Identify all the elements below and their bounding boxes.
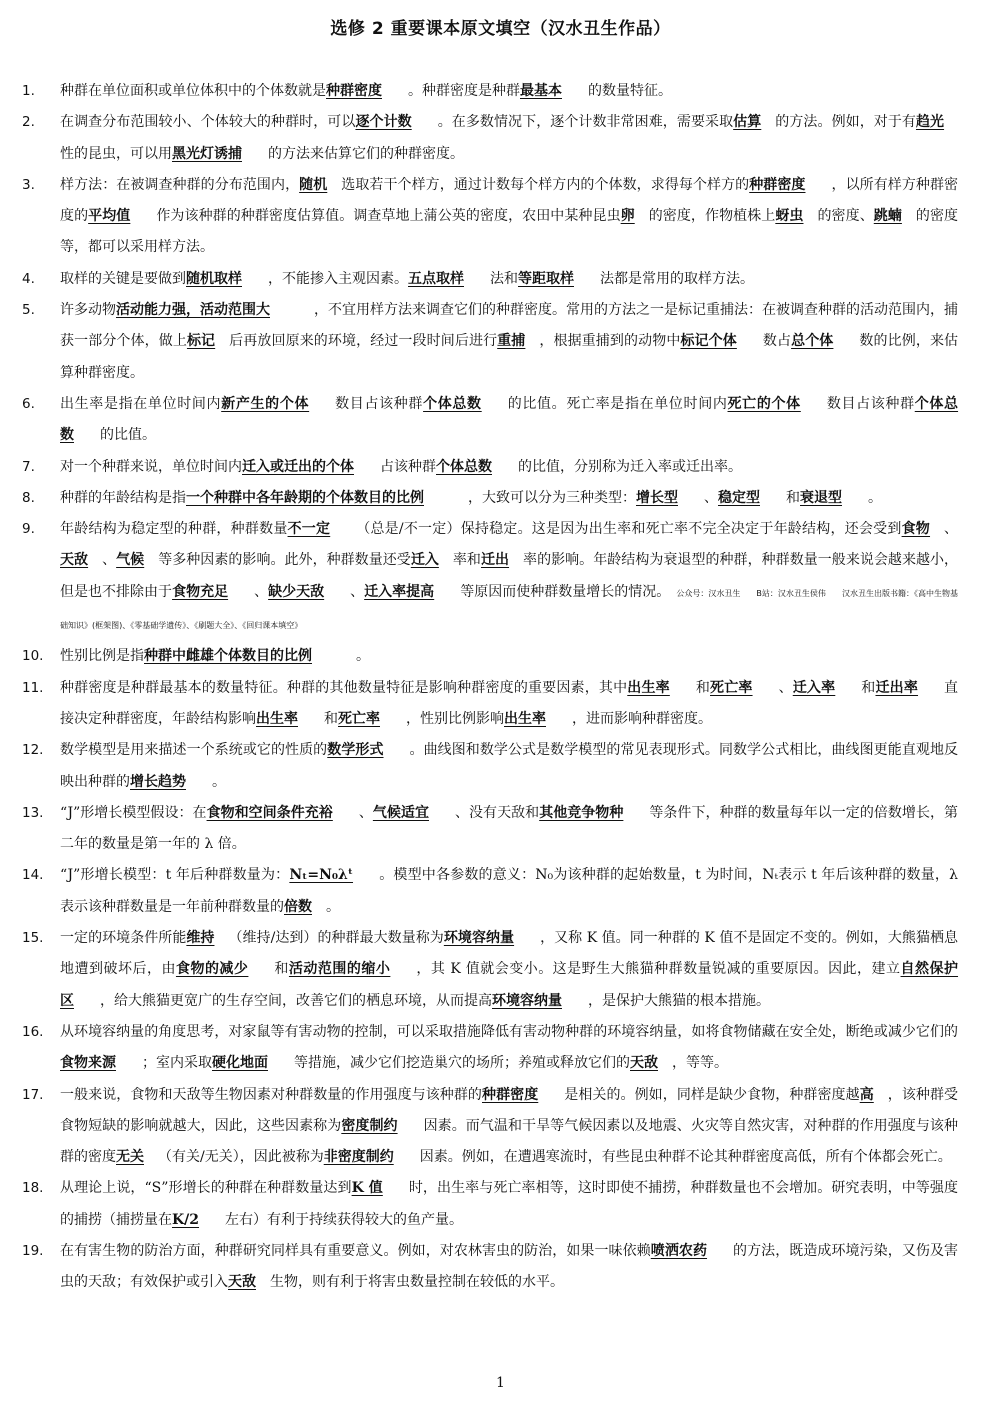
question-text: （维持/达到）的种群最大数量称为 (228, 930, 444, 947)
answer-blank: 活动范围的缩小 (288, 961, 391, 978)
question-text: 数学模型是用来描述一个系统或它的性质的 (60, 742, 328, 759)
question-list (22, 76, 958, 1299)
question-text: ，性别比例影响 (406, 710, 504, 727)
question-text: 。 (868, 489, 882, 506)
answer-blank: 食物 (901, 521, 931, 538)
answer-blank: K 值 (351, 1180, 383, 1197)
answer-blank: 标记 (186, 333, 216, 350)
question-text: 。曲线图和数学公式是数学模型的常见表现形式。同数学公式相比，曲线图更能直观地反映出种群的 (60, 742, 959, 790)
question-text: 的密度，作物植株上 (648, 208, 776, 225)
question-text: 取样的关键是要做到 (60, 270, 186, 287)
answer-blank: 天敌 (228, 1274, 256, 1291)
question-item (22, 295, 958, 389)
answer-blank: 重捕 (497, 333, 526, 350)
answer-blank: 跳蝻 (873, 208, 902, 225)
question-text: 在有害生物的防治方面，种群研究同样具有重要意义。例如，对农林害虫的防治，如果一味依赖 (60, 1242, 651, 1259)
question-text: 的比值，分别称为迁入率或迁出率。 (518, 458, 742, 475)
question-text: （有关/无关），因此被称为 (158, 1149, 324, 1166)
question-text: 法和 (490, 270, 518, 287)
answer-blank: 死亡的个体 (727, 395, 801, 412)
answer-blank: 自然保护区 (60, 961, 959, 1009)
question-item (22, 389, 958, 452)
question-text: 时，出生率与死亡率相等，这时即使不捕捞，种群数量也不会增加。研究表明，中等强度的捕捞（捕捞量在 (60, 1180, 959, 1228)
answer-blank: 环境容纳量 (492, 992, 562, 1009)
author-note: 公众号：汉水丑生 B站：汉水丑生侯伟 汉水丑生出版书籍：《高中生物基础知识》(框架图)、《零基础学遗传》、《刷题大全》、《回归课本填空》 (60, 588, 959, 631)
answer-blank: 平均值 (88, 208, 131, 225)
question-text: 、没有天敌和 (455, 804, 540, 821)
answer-blank: 最基本 (520, 83, 562, 99)
question-number: 7. (22, 458, 35, 475)
answer-blank: 喷洒农药 (650, 1242, 708, 1259)
question-text: 因素。而气温和干旱等气候因素以及地震、火灾等自然灾害，对种群的作用强度与该种群的密度 (60, 1117, 959, 1166)
answer-blank: 气候 (116, 552, 145, 569)
question-number: 15. (22, 930, 44, 947)
answer-blank: 迁出 (480, 552, 510, 569)
answer-blank: 稳定型 (718, 489, 760, 506)
question-text: 和 (786, 489, 800, 506)
question-text: 、 (778, 679, 793, 696)
question-number: 19. (22, 1242, 44, 1259)
question-text: 出生率是指在单位时间内 (60, 395, 222, 412)
answer-blank: K/2 (172, 1211, 200, 1228)
question-text: 种群的年龄结构是指 (60, 489, 186, 506)
answer-blank: 维持 (186, 930, 215, 947)
question-item (22, 798, 958, 861)
question-text: ，又称 K 值。同一种群的 K 值不是固定不变的。例如，大熊猫栖息地遭到破坏后，由 (60, 930, 959, 978)
answer-blank: 天敌 (630, 1055, 658, 1072)
question-text: ，不能掺入主观因素。 (268, 270, 408, 287)
question-text: 法都是常用的取样方法。 (600, 270, 754, 287)
answer-blank: 高 (859, 1086, 874, 1103)
answer-blank: 种群密度 (482, 1086, 539, 1103)
question-text: 。模型中各参数的意义：N₀为该种群的起始数量，t 为时间，Nₜ表示 t 年后该种群的数量，λ 表示该种群数量是一年前种群数量的 (60, 867, 958, 915)
question-text: 因素。例如，在遭遇寒流时，有些昆虫种群不论其种群密度高低，所有个体都会死亡。 (419, 1149, 952, 1166)
question-number: 11. (22, 679, 44, 696)
question-text: 。在多数情况下，逐个计数非常困难，需要采取 (437, 114, 734, 131)
question-number: 17. (22, 1086, 44, 1103)
answer-blank: 硬化地面 (212, 1055, 268, 1072)
question-text: 的密度、 (817, 208, 874, 225)
answer-blank: 食物充足 (172, 583, 229, 600)
answer-blank: 迁入 (410, 552, 439, 569)
question-text: 的比值。 (100, 427, 156, 444)
question-text: 的方法来估算它们的种群密度。 (268, 145, 464, 162)
question-text: ，大致可以分为三种类型： (468, 489, 636, 506)
answer-blank: 标记个体 (680, 333, 737, 350)
question-item (22, 923, 958, 1017)
answer-blank: 非密度制约 (323, 1149, 394, 1166)
question-text: 数目占该种群 (826, 395, 915, 412)
answer-blank: 个体总数 (423, 395, 482, 412)
question-text: 、 (102, 552, 117, 569)
page-title: 选修 2 重要课本原文填空（汉水丑生作品） (330, 19, 671, 39)
question-number: 2. (22, 114, 35, 131)
answer-blank: 趋光 (915, 114, 945, 131)
answer-blank: 黑光灯诱捕 (172, 145, 242, 162)
question-number: 10. (22, 648, 44, 665)
question-text: 数目占该种群 (335, 395, 424, 412)
question-text: 生物，则有利于将害虫数量控制在较低的水平。 (270, 1274, 564, 1291)
question-text: 的方法，既造成环境污染，又伤及害虫的天敌；有效保护或引入 (60, 1242, 959, 1291)
question-text: 、 (358, 804, 373, 821)
answer-blank: 其他竞争物种 (539, 804, 624, 821)
question-item (22, 514, 958, 641)
page-number: 1 (496, 1375, 505, 1391)
question-text: ；室内采取 (142, 1055, 212, 1072)
question-text: 作为该种群的种群密度估算值。调查草地上蒲公英的密度，农田中某种昆虫 (156, 208, 621, 225)
answer-blank: 种群密度 (326, 83, 382, 99)
question-item (22, 483, 958, 514)
question-text: 的数量特征。 (588, 83, 672, 99)
question-item (22, 1080, 958, 1174)
question-text: 、 (944, 521, 959, 538)
question-text: 数占 (762, 333, 792, 350)
question-text: 一定的环境条件所能 (60, 930, 187, 947)
question-number: 5. (22, 302, 35, 319)
answer-blank: 总个体 (791, 333, 834, 350)
question-item (22, 76, 958, 107)
question-text: 直接决定种群密度，年龄结构影响 (60, 679, 959, 727)
answer-blank: 增长型 (636, 489, 678, 506)
question-item (22, 264, 958, 295)
question-number: 1. (22, 83, 35, 99)
question-text: 。种群密度是种群 (408, 83, 520, 99)
question-text: 种群密度是种群最基本的数量特征。种群的其他数量特征是影响种群密度的重要因素，其中 (60, 679, 628, 696)
question-text: 数的比例，来估算种群密度。 (60, 333, 959, 381)
question-text: 在调查分布范围较小、个体较大的种群时，可以 (60, 114, 356, 131)
answer-blank: 一个种群中各年龄期的个体数目的比例 (186, 489, 424, 506)
answer-blank: 无关 (116, 1149, 144, 1166)
question-text: ，进而影响种群密度。 (572, 710, 712, 727)
question-text: 的方法。例如，对于有 (775, 114, 916, 131)
question-text: 性别比例是指 (60, 648, 144, 665)
question-text: 。 (356, 648, 370, 665)
answer-blank: 迁出率 (875, 679, 919, 696)
question-text: 的比值。死亡率是指在单位时间内 (507, 395, 728, 412)
question-text: ，是保护大熊猫的根本措施。 (588, 992, 770, 1009)
question-text: 等原因而使种群数量增长的情况。 (460, 583, 671, 600)
question-text: 选取若干个样方，通过计数每个样方内的个体数，求得每个样方的 (341, 176, 750, 193)
question-number: 6. (22, 395, 35, 412)
answer-blank: 随机取样 (186, 270, 242, 287)
question-number: 9. (22, 521, 35, 538)
question-item (22, 452, 958, 483)
answer-blank: 估算 (733, 114, 762, 131)
answer-blank: 等距取样 (518, 270, 574, 287)
answer-blank: 五点取样 (408, 270, 464, 287)
answer-blank: 活动能力强，活动范围大 (116, 302, 270, 319)
question-number: 13. (22, 804, 44, 821)
question-text: ，以所有样方种群密度的 (60, 176, 959, 225)
question-item (22, 673, 958, 736)
answer-blank: 食物的减少 (175, 961, 249, 978)
question-item (22, 107, 958, 170)
question-text: 从理论上说，“S”形增长的种群在种群数量达到 (60, 1180, 352, 1197)
question-text: 和 (324, 710, 338, 727)
question-text: 。 (326, 898, 340, 915)
question-number: 3. (22, 176, 35, 193)
question-text: 性的昆虫，可以用 (60, 145, 172, 162)
question-text: （总是/不一定）保持稳定。这是因为出生率和死亡率不完全决定于年龄结构，还会受到 (356, 521, 902, 538)
question-text: 等条件下，种群的数量每年以一定的倍数增长，第二年的数量是第一年的 λ 倍。 (60, 804, 959, 853)
question-text: 对一个种群来说，单位时间内 (60, 458, 242, 475)
question-text: “J”形增长模型假设：在 (60, 804, 207, 821)
question-text: ，该种群受食物短缺的影响就越大，因此，这些因素称为 (60, 1086, 959, 1134)
answer-blank: 种群密度 (749, 176, 806, 193)
question-text: ，根据重捕到的动物中 (539, 333, 681, 350)
question-item (22, 170, 958, 264)
answer-blank: 食物和空间条件充裕 (206, 804, 333, 821)
answer-blank: 迁入率 (792, 679, 836, 696)
question-text: 年龄结构为稳定型的种群，种群数量 (60, 521, 288, 538)
answer-blank: 卵 (620, 208, 635, 225)
question-number: 12. (22, 742, 44, 759)
answer-blank: 天敌 (60, 552, 89, 569)
answer-blank: 倍数 (284, 898, 312, 915)
answer-blank: 气候适宜 (372, 804, 429, 821)
answer-blank: 随机 (299, 176, 328, 193)
question-number: 18. (22, 1180, 44, 1197)
answer-blank: 新产生的个体 (221, 395, 310, 412)
question-item (22, 1017, 958, 1080)
question-text: ，等等。 (672, 1055, 728, 1072)
question-number: 14. (22, 867, 44, 884)
answer-blank: Nₜ=N₀λᵗ (289, 867, 354, 884)
answer-blank: 缺少天敌 (268, 583, 325, 600)
question-text: 种群在单位面积或单位体积中的个体数就是 (60, 83, 326, 99)
question-number: 16. (22, 1023, 44, 1040)
question-text: ，给大熊猫更宽广的生存空间，改善它们的栖息环境，从而提高 (100, 992, 492, 1009)
question-text: 从环境容纳量的角度思考，对家鼠等有害动物的控制，可以采取措施降低有害动物种群的环境容纳量，如将食物储藏在安全处，断绝或减少它们的 (60, 1023, 958, 1040)
answer-blank: 不一定 (287, 521, 331, 538)
question-text: 样方法：在被调查种群的分布范围内， (60, 176, 300, 193)
question-text: 和 (274, 961, 289, 978)
question-item (22, 641, 958, 672)
question-text: 和 (861, 679, 876, 696)
answer-blank: 增长趋势 (130, 773, 186, 790)
question-text: 率和 (452, 552, 481, 569)
answer-blank: 出生率 (504, 710, 546, 727)
answer-blank: 衰退型 (800, 489, 842, 506)
question-text: 率的影响。年龄结构为衰退型的种群，种群数量一般来说会越来越小，但是也不排除由于 (60, 552, 959, 600)
question-item (22, 1173, 958, 1236)
question-text: 等多种因素的影响。此外，种群数量还受 (158, 552, 411, 569)
question-text: “J”形增长模型：t 年后种群数量为： (60, 867, 290, 884)
question-text: 许多动物 (60, 302, 116, 319)
question-text: 一般来说，食物和天敌等生物因素对种群数量的作用强度与该种群的 (60, 1086, 482, 1103)
answer-blank: 死亡率 (710, 679, 753, 696)
question-text: 、 (350, 583, 365, 600)
question-text: 、 (254, 583, 269, 600)
question-item (22, 860, 958, 923)
question-text: 是相关的。例如，同样是缺少食物，种群密度越 (564, 1086, 860, 1103)
answer-blank: 出生率 (627, 679, 670, 696)
answer-blank: 环境容纳量 (443, 930, 515, 947)
answer-blank: 食物来源 (60, 1055, 116, 1072)
answer-blank: 迁入率提高 (364, 583, 435, 600)
answer-blank: 蚜虫 (775, 208, 804, 225)
answer-blank: 逐个计数 (355, 114, 412, 131)
question-text: 、 (704, 489, 718, 506)
answer-blank: 个体总数 (436, 458, 492, 475)
answer-blank: 出生率 (256, 710, 298, 727)
question-text: 等措施，减少它们挖造巢穴的场所；养殖或释放它们的 (294, 1055, 630, 1072)
question-text: 后再放回原来的环境，经过一段时间后进行 (229, 333, 498, 350)
answer-blank: 死亡率 (338, 710, 380, 727)
question-text: ，其 K 值就会变小。这是野生大熊猫种群数量锐减的重要原因。因此，建立 (416, 961, 901, 978)
question-number: 8. (22, 489, 35, 506)
question-text: 左右）有利于持续获得较大的鱼产量。 (225, 1211, 464, 1228)
question-number: 4. (22, 270, 35, 287)
question-text: ，不宜用样方法来调查它们的种群密度。常用的方法之一是标记重捕法：在被调查种群的活动范围内，捕获一部分个体，做上 (60, 302, 958, 350)
answer-blank: 个体总数 (60, 395, 959, 444)
question-text: 的密度等，都可以采用样方法。 (60, 208, 959, 256)
question-text: 占该种群 (380, 458, 436, 475)
question-item (22, 1236, 958, 1299)
answer-blank: 种群中雌雄个体数目的比例 (144, 648, 312, 665)
answer-blank: 数学形式 (327, 742, 384, 759)
question-text: 。 (212, 773, 226, 790)
answer-blank: 迁入或迁出的个体 (242, 458, 354, 475)
question-item (22, 735, 958, 798)
question-text: 和 (695, 679, 711, 696)
answer-blank: 密度制约 (341, 1117, 398, 1134)
